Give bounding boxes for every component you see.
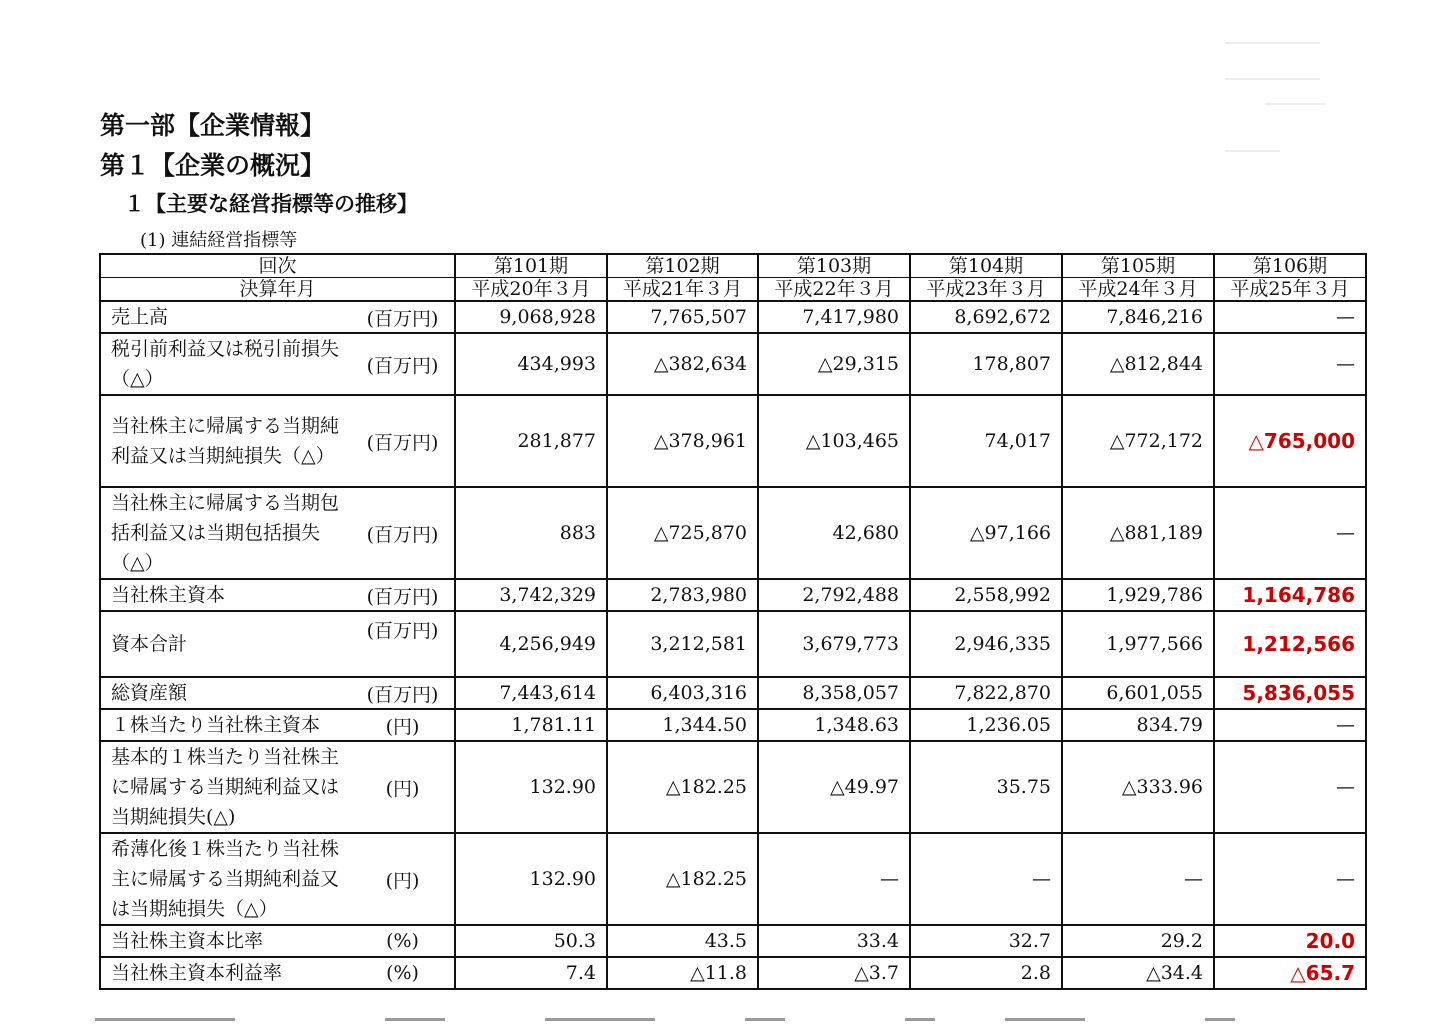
section-heading: １【主要な経営指標等の推移】 — [124, 192, 418, 216]
row-unit: (百万円) — [357, 611, 455, 677]
row-unit: (百万円) — [357, 579, 455, 611]
value-cell: △97,166 — [910, 487, 1062, 579]
row-label: 当社株主に帰属する当期純利益又は当期純損失（△） — [100, 395, 357, 487]
row-label: 基本的１株当たり当社株主に帰属する当期純利益又は当期純損失(△) — [100, 741, 357, 833]
header-label-period: 回次 — [100, 254, 455, 278]
value-cell: 32.7 — [910, 925, 1062, 957]
value-cell: △378,961 — [607, 395, 758, 487]
value-cell: 3,679,773 — [758, 611, 910, 677]
value-cell: △182.25 — [607, 741, 758, 833]
value-cell: △382,634 — [607, 333, 758, 395]
value-cell: — — [1062, 833, 1214, 925]
row-label: 総資産額 — [100, 677, 357, 709]
table-row — [100, 677, 1366, 709]
value-cell: △11.8 — [607, 957, 758, 989]
row-label: 売上高 — [100, 301, 357, 333]
value-cell: △49.97 — [758, 741, 910, 833]
value-cell: 9,068,928 — [455, 301, 607, 333]
value-cell: 4,256,949 — [455, 611, 607, 677]
value-cell: △333.96 — [1062, 741, 1214, 833]
row-unit: (百万円) — [357, 677, 455, 709]
table-row — [100, 611, 1366, 677]
value-cell: △3.7 — [758, 957, 910, 989]
value-cell: 35.75 — [910, 741, 1062, 833]
row-unit: (百万円) — [357, 301, 455, 333]
row-unit: (%) — [357, 925, 455, 957]
row-label: 当社株主資本 — [100, 579, 357, 611]
value-cell: 1,236.05 — [910, 709, 1062, 741]
table-row — [100, 709, 1366, 741]
period-header: 第104期 — [910, 254, 1062, 278]
value-cell: — — [1214, 301, 1366, 333]
faint-artifact — [1265, 103, 1325, 105]
value-cell: 74,017 — [910, 395, 1062, 487]
value-cell: — — [1214, 741, 1366, 833]
faint-artifact — [1225, 150, 1280, 152]
part-heading: 第一部【企業情報】 — [100, 111, 326, 140]
value-cell: — — [1214, 487, 1366, 579]
financial-indicators-table — [99, 253, 1367, 990]
value-cell: 50.3 — [455, 925, 607, 957]
faint-artifact — [1225, 78, 1320, 80]
value-cell: 20.0 — [1214, 925, 1366, 957]
value-cell: 29.2 — [1062, 925, 1214, 957]
value-cell: 1,344.50 — [607, 709, 758, 741]
table-row — [100, 395, 1366, 487]
value-cell: △881,189 — [1062, 487, 1214, 579]
row-label: 当社株主資本利益率 — [100, 957, 357, 989]
value-cell: △65.7 — [1214, 957, 1366, 989]
row-unit: (百万円) — [357, 333, 455, 395]
value-cell: 7,822,870 — [910, 677, 1062, 709]
value-cell: 3,212,581 — [607, 611, 758, 677]
row-label: 当社株主資本比率 — [100, 925, 357, 957]
next-page-fragment — [95, 1016, 1295, 1024]
table-row — [100, 925, 1366, 957]
value-cell: 132.90 — [455, 833, 607, 925]
row-unit: (円) — [357, 741, 455, 833]
value-cell: — — [910, 833, 1062, 925]
row-label: 希薄化後１株当たり当社株主に帰属する当期純利益又は当期純損失（△） — [100, 833, 357, 925]
value-cell: 834.79 — [1062, 709, 1214, 741]
value-cell: 281,877 — [455, 395, 607, 487]
value-cell: △34.4 — [1062, 957, 1214, 989]
faint-artifact — [1225, 42, 1320, 44]
table-row — [100, 301, 1366, 333]
value-cell: 178,807 — [910, 333, 1062, 395]
value-cell: 6,601,055 — [1062, 677, 1214, 709]
value-cell: 6,403,316 — [607, 677, 758, 709]
value-cell: 43.5 — [607, 925, 758, 957]
value-cell: 2,946,335 — [910, 611, 1062, 677]
table-row — [100, 579, 1366, 611]
fiscal-date-header: 平成20年３月 — [455, 278, 607, 302]
table-row — [100, 333, 1366, 395]
table-row — [100, 741, 1366, 833]
value-cell: 7,765,507 — [607, 301, 758, 333]
chapter-heading: 第１【企業の概況】 — [100, 151, 326, 180]
row-label: 税引前利益又は税引前損失（△） — [100, 333, 357, 395]
fiscal-date-header: 平成21年３月 — [607, 278, 758, 302]
period-header: 第103期 — [758, 254, 910, 278]
row-unit: (%) — [357, 957, 455, 989]
row-unit: (百万円) — [357, 395, 455, 487]
value-cell: 1,212,566 — [1214, 611, 1366, 677]
value-cell: △812,844 — [1062, 333, 1214, 395]
subsection-heading: (1) 連結経営指標等 — [140, 230, 298, 251]
value-cell: 3,742,329 — [455, 579, 607, 611]
value-cell: 7,417,980 — [758, 301, 910, 333]
header-label-date: 決算年月 — [100, 278, 455, 302]
value-cell: 8,692,672 — [910, 301, 1062, 333]
table-row — [100, 833, 1366, 925]
value-cell: 42,680 — [758, 487, 910, 579]
value-cell: — — [1214, 709, 1366, 741]
table-row — [100, 487, 1366, 579]
value-cell: 2.8 — [910, 957, 1062, 989]
value-cell: 1,929,786 — [1062, 579, 1214, 611]
value-cell: 1,164,786 — [1214, 579, 1366, 611]
value-cell: △765,000 — [1214, 395, 1366, 487]
row-unit: (円) — [357, 709, 455, 741]
value-cell: △103,465 — [758, 395, 910, 487]
value-cell: 5,836,055 — [1214, 677, 1366, 709]
value-cell: △29,315 — [758, 333, 910, 395]
row-label: 資本合計 — [100, 611, 357, 677]
value-cell: 1,781.11 — [455, 709, 607, 741]
row-label: １株当たり当社株主資本 — [100, 709, 357, 741]
value-cell: 1,348.63 — [758, 709, 910, 741]
fiscal-date-header: 平成24年３月 — [1062, 278, 1214, 302]
row-unit: (百万円) — [357, 487, 455, 579]
value-cell: △772,172 — [1062, 395, 1214, 487]
value-cell: 434,993 — [455, 333, 607, 395]
row-label: 当社株主に帰属する当期包括利益又は当期包括損失（△） — [100, 487, 357, 579]
fiscal-date-header: 平成22年３月 — [758, 278, 910, 302]
value-cell: — — [1214, 333, 1366, 395]
period-header: 第106期 — [1214, 254, 1366, 278]
value-cell: — — [758, 833, 910, 925]
period-header: 第105期 — [1062, 254, 1214, 278]
period-header: 第101期 — [455, 254, 607, 278]
value-cell: △725,870 — [607, 487, 758, 579]
value-cell: 7,846,216 — [1062, 301, 1214, 333]
value-cell: 7.4 — [455, 957, 607, 989]
value-cell: 7,443,614 — [455, 677, 607, 709]
fiscal-date-header: 平成25年３月 — [1214, 278, 1366, 302]
value-cell: 1,977,566 — [1062, 611, 1214, 677]
value-cell: 2,558,992 — [910, 579, 1062, 611]
value-cell: △182.25 — [607, 833, 758, 925]
value-cell: 33.4 — [758, 925, 910, 957]
value-cell: 2,783,980 — [607, 579, 758, 611]
value-cell: 132.90 — [455, 741, 607, 833]
row-unit: (円) — [357, 833, 455, 925]
header-row-periods — [100, 254, 1366, 278]
table-row — [100, 957, 1366, 989]
header-row-dates — [100, 278, 1366, 302]
fiscal-date-header: 平成23年３月 — [910, 278, 1062, 302]
value-cell: — — [1214, 833, 1366, 925]
value-cell: 883 — [455, 487, 607, 579]
period-header: 第102期 — [607, 254, 758, 278]
value-cell: 2,792,488 — [758, 579, 910, 611]
value-cell: 8,358,057 — [758, 677, 910, 709]
